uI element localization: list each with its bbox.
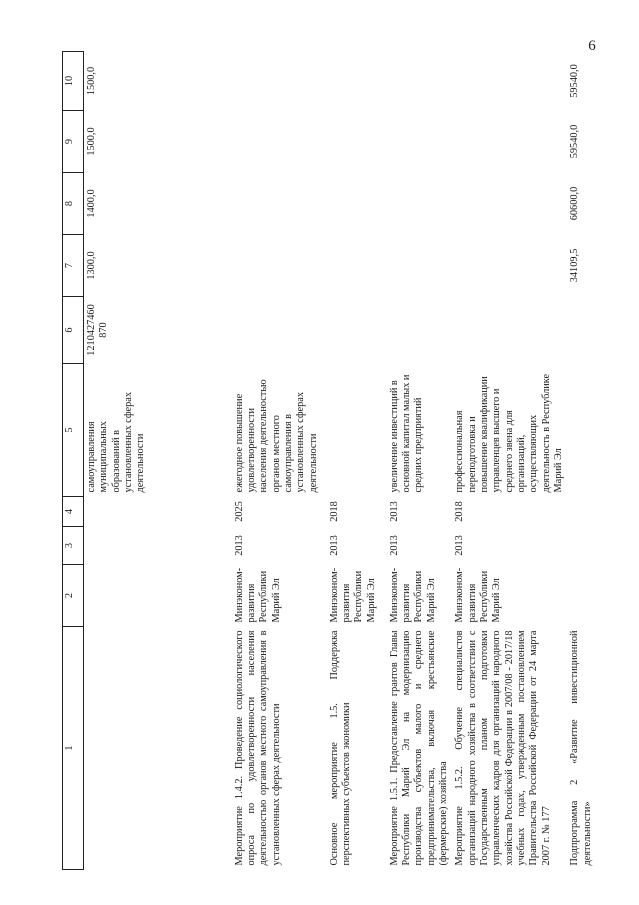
cell-value-7: 34109,5 bbox=[569, 248, 581, 283]
col-header: 5 bbox=[63, 364, 84, 497]
col-header: 8 bbox=[63, 173, 84, 235]
cell-executor: Минэконом-развития Республики Марий Эл bbox=[454, 567, 503, 623]
col-header: 1 bbox=[63, 627, 84, 870]
col-header: 6 bbox=[63, 297, 84, 364]
cell-measure: Подпрограмма 2 «Развитие инвестиционной деятельности» bbox=[569, 630, 593, 866]
cell-start-year: 2013 bbox=[233, 535, 245, 556]
cell-value-10: 1500,0 bbox=[86, 66, 97, 96]
cell-value-7 bbox=[327, 235, 387, 297]
cell-value-8 bbox=[387, 173, 453, 235]
cell-measure bbox=[84, 627, 232, 870]
cell-result: увеличение инвестиций в основной капитал малых и средних предприятий bbox=[388, 374, 425, 493]
col-header: 3 bbox=[63, 527, 84, 565]
table-row bbox=[452, 52, 567, 870]
cell-code bbox=[232, 297, 327, 364]
cell-executor: Минэконом-развития Республики Марий Эл bbox=[233, 567, 282, 623]
cell-value-8: 1400,0 bbox=[86, 189, 97, 218]
cell-value-10 bbox=[452, 52, 567, 111]
cell-end-year: 2018 bbox=[454, 501, 466, 522]
cell-value-8 bbox=[327, 173, 387, 235]
col-header: 9 bbox=[63, 111, 84, 173]
col-header: 4 bbox=[63, 497, 84, 527]
cell-value-8 bbox=[232, 173, 327, 235]
cell-code bbox=[567, 297, 601, 364]
cell-end-year: 2018 bbox=[328, 501, 340, 522]
cell-result bbox=[327, 364, 387, 497]
rotated-table-container bbox=[62, 52, 593, 870]
cell-value-10 bbox=[232, 52, 327, 111]
table-row bbox=[327, 52, 387, 870]
cell-code bbox=[452, 297, 567, 364]
header-row bbox=[63, 52, 84, 870]
cell-value-8: 60600,0 bbox=[569, 186, 581, 221]
cell-value-10 bbox=[327, 52, 387, 111]
table-row bbox=[567, 52, 601, 870]
cell-executor: Минэконом-развития Республики Марий Эл bbox=[388, 567, 437, 623]
cell-result: самоуправления муниципальных образований в установленных сферах деятельности bbox=[86, 392, 147, 493]
cell-executor bbox=[84, 565, 232, 627]
col-header: 7 bbox=[63, 235, 84, 297]
cell-value-9 bbox=[232, 111, 327, 173]
cell-start-year: 2013 bbox=[454, 535, 466, 556]
cell-end-year: 2025 bbox=[233, 501, 245, 522]
col-header: 2 bbox=[63, 565, 84, 627]
page-number: 6 bbox=[588, 38, 596, 54]
cell-value-10: 59540,0 bbox=[569, 64, 581, 98]
cell-value-9 bbox=[387, 111, 453, 173]
cell-value-7 bbox=[232, 235, 327, 297]
cell-measure: Основное мероприятие 1.5. Поддержка перспективных субъектов экономики bbox=[328, 630, 352, 866]
cell-code bbox=[327, 297, 387, 364]
cell-value-7: 1300,0 bbox=[86, 251, 97, 280]
cell-measure: Мероприятие 1.5.2. Обучение специалистов организаций народного хозяйства в соответствии с Государственным планом подготовки управленческих кадров для организаций народного хозяйства Российской Федерации в 2007/08 - 2017/18 учебных годах, утвержденным постановлением Правительства Российской Федерации от 24 марта 2007 г. № 177 bbox=[454, 630, 552, 866]
cell-measure: Мероприятие 1.5.1. Предоставление грантов Главы Республики Марий Эл на модернизацию производства субъектов малого и среднего предпринимательства, включая крестьянские (фермерские) хозяйства bbox=[388, 630, 449, 866]
cell-result: ежегодное повышение удовлетворенности населения деятельностью органов местного самоуправления в установленных сферах деятельности bbox=[233, 379, 319, 493]
cell-start-year: 2013 bbox=[388, 535, 400, 556]
table-row bbox=[387, 52, 453, 870]
cell-value-7 bbox=[387, 235, 453, 297]
cell-result bbox=[567, 364, 601, 497]
col-header: 10 bbox=[63, 52, 84, 111]
cell-value-10 bbox=[387, 52, 453, 111]
cell-value-9: 1500,0 bbox=[86, 127, 97, 156]
cell-value-8 bbox=[452, 173, 567, 235]
table-row bbox=[232, 52, 327, 870]
cell-executor: Минэконом-развития Республики Марий Эл bbox=[328, 567, 377, 623]
cell-value-7 bbox=[452, 235, 567, 297]
cell-value-9 bbox=[452, 111, 567, 173]
cell-end-year bbox=[84, 497, 232, 527]
cell-end-year bbox=[567, 497, 601, 527]
cell-start-year: 2013 bbox=[328, 535, 340, 556]
cell-value-9 bbox=[327, 111, 387, 173]
cell-start-year bbox=[567, 527, 601, 565]
program-table bbox=[62, 51, 601, 870]
cell-end-year: 2013 bbox=[388, 501, 400, 522]
cell-code: 1210427460 870 bbox=[86, 304, 110, 356]
cell-result: профессиональная переподготовка и повышение квалификации управленцев высшего и среднего звена для организаций, осуществляющих деятельность в Республике Марий Эл bbox=[454, 373, 564, 493]
cell-code bbox=[387, 297, 453, 364]
cell-value-9: 59540,0 bbox=[569, 124, 581, 159]
cell-measure: Мероприятие 1.4.2. Проведение социологического опроса по удовлетворенности населения деятельностью органов местного самоуправления в установленных сферах деятельности bbox=[233, 630, 282, 866]
cell-start-year bbox=[84, 527, 232, 565]
table-row bbox=[84, 52, 232, 870]
cell-executor bbox=[567, 565, 601, 627]
